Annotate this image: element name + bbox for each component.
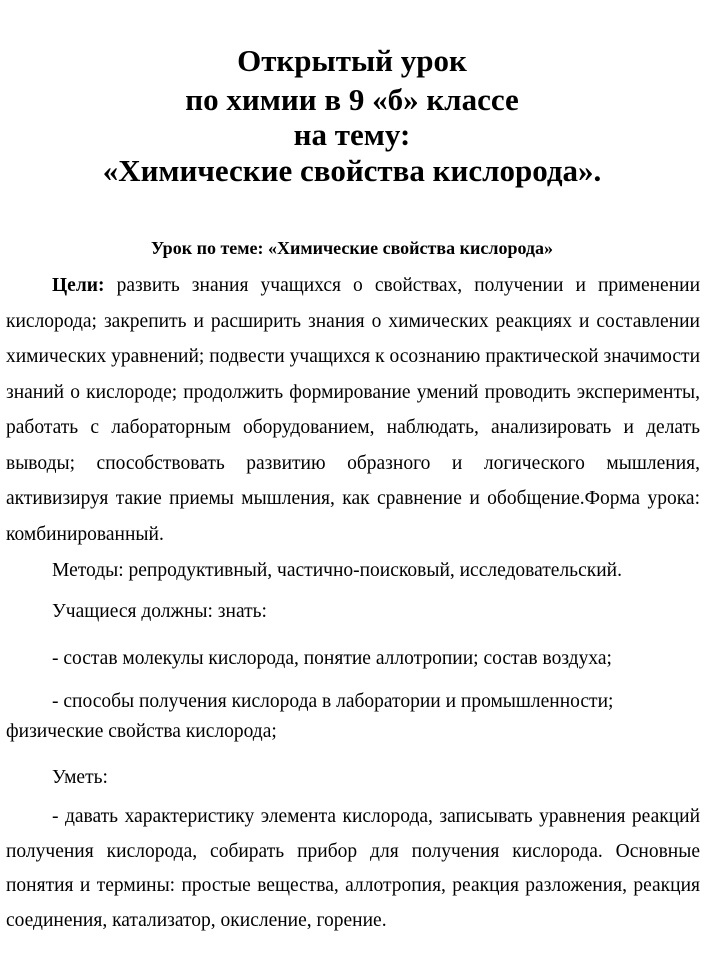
title-line-2: по химии в 9 «б» классе (185, 82, 519, 117)
title-line-4: «Химические свойства кислорода». (102, 153, 602, 188)
bullet-1: - состав молекулы кислорода, понятие аллотропии; состав воздуха; (52, 648, 612, 669)
goals-paragraph (6, 268, 700, 552)
bullet-2-line-1: - способы получения кислорода в лаборатории и промышленности; (52, 691, 614, 712)
must-know-line: Учащиеся должны: знать: (52, 601, 267, 622)
goals-label: Цели: (52, 275, 105, 296)
title-line-1: Открытый урок (237, 43, 467, 78)
goals-text: развить знания учащихся о свойствах, получении и применении кислорода; закрепить и расширить знания о химических реакциях и составлении химических уравнений; подвести учащихся к осознанию практической значимости знаний о кислороде; продолжить формирование умений проводить эксперименты, работать с лабораторным оборудованием, наблюдать, анализировать и делать выводы; способствовать развитию образного и логического мышления, активизируя такие приемы мышления, как сравнение и обобщение.Форма урока: комбинированный. (6, 275, 701, 545)
skills-paragraph: - давать характеристику элемента кислорода, записывать уравнения реакций получения кислорода, собирать прибор для получения кислорода. Основные понятия и термины: простые вещества, аллотропия, реакция разложения, реакция соединения, катализатор, окисление, горение. (6, 806, 700, 931)
title-line-3: на тему: (293, 117, 411, 152)
bullet-2-line-2: физические свойства кислорода; (6, 721, 277, 742)
methods-line: Методы: репродуктивный, частично-поисковый, исследовательский. (52, 560, 622, 581)
able-to-line: Уметь: (52, 767, 108, 788)
lesson-subtitle: Урок по теме: «Химические свойства кислорода» (150, 238, 554, 258)
